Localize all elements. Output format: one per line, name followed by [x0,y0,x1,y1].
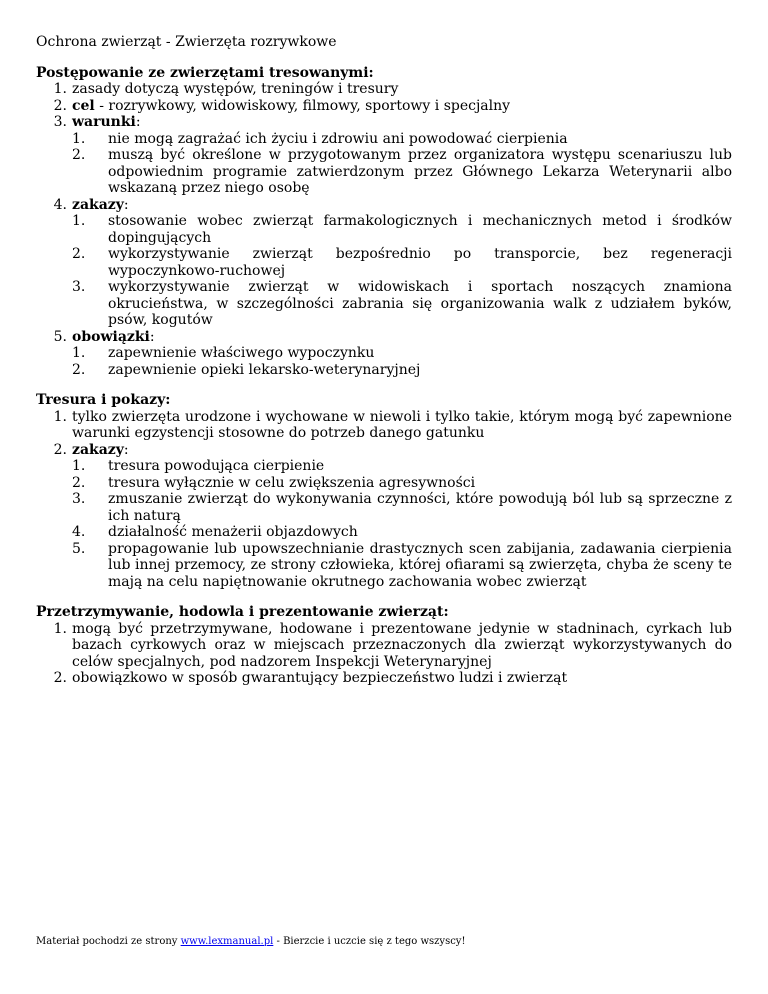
item-number: 4. [53,196,67,213]
item-body [103,362,732,379]
sub-list-item [72,362,732,379]
item-body [103,345,732,362]
item-keyword: cel [72,97,95,114]
item-body [103,541,732,591]
sub-list [72,213,732,329]
item-number: 3. [72,491,86,507]
item-body [103,147,732,197]
list-item [36,114,732,197]
item-text: propagowanie lub upowszechnianie drastycznych scen zabijania, zadawania cierpienia lub innej przemocy, ze strony człowieka, której ofiarami są zwierzęta, chyba że sceny te mają na celu napiętnowanie okrutnego zachowania wobec zwierząt [108,540,732,590]
item-text: wykorzystywanie zwierząt w widowiskach i sportach noszących znamiona okrucieństwa, w szczególności zabrania się organizowania walk z udziałem byków, psów, kogutów [108,279,732,328]
section [36,65,732,379]
item-text: tylko zwierzęta urodzone i wychowane w niewoli i tylko takie, którym mogą być zapewnione warunki egzystencji stosowne do potrzeb danego gatunku [72,408,732,441]
item-text: tresura wyłącznie w celu zwiększenia agresywności [108,474,476,491]
sub-list-item [72,491,732,524]
item-text: nie mogą zagrażać ich życiu i zdrowiu ani powodować cierpienia [108,130,568,147]
sub-list [72,345,732,378]
item-text: wykorzystywanie zwierząt bezpośrednio po transporcie, bez regeneracji wypoczynkowo-ruchowej [108,246,732,279]
item-text: : [149,328,155,345]
item-number: 2. [72,361,86,378]
item-body [67,81,732,98]
item-body [103,524,732,541]
item-body [103,475,732,492]
section [36,604,732,687]
sub-list-item [72,475,732,492]
item-body [67,197,732,329]
item-number: 3. [53,114,67,130]
item-number: 5. [53,328,67,345]
sub-list [72,131,732,197]
footer-prefix: Materiał pochodzi ze strony [36,936,181,947]
list-item [36,442,732,591]
item-text: mogą być przetrzymywane, hodowane i prezentowane jedynie w stadninach, cyrkach lub bazach cyrkowych oraz w miejscach przeznaczonych dla zwierząt wykorzystywanych do celów specjalnych, pod nadzorem Inspekcji Weterynaryjnej [72,620,732,670]
item-number: 1. [53,408,67,425]
item-number: 2. [53,670,67,686]
item-number: 1. [72,130,86,147]
sub-list-item [72,458,732,475]
item-text: - rozrywkowy, widowiskowy, filmowy, sportowy i specjalny [94,97,511,114]
sub-list-item [72,345,732,362]
sub-list-item [72,541,732,591]
item-text: działalność menażerii objazdowych [108,524,358,540]
item-text: zmuszanie zwierząt do wykonywania czynności, które powodują ból lub są sprzeczne z ich naturą [108,491,732,524]
item-body [103,213,732,246]
footer-suffix: - Bierzcie i uczcie się z tego wszyscy! [273,936,466,947]
item-number: 2. [72,246,86,262]
item-number: 1. [53,620,67,637]
sub-list-item [72,213,732,246]
item-body [67,409,732,442]
item-text: : [123,441,129,458]
item-keyword: warunki [72,114,136,130]
numbered-list [36,621,732,687]
list-item [36,329,732,379]
item-text: : [135,114,141,130]
item-number: 1. [72,345,86,361]
item-number: 2. [72,147,86,163]
list-item [36,409,732,442]
item-body [103,131,732,148]
sub-list [72,458,732,590]
section [36,392,732,590]
item-number: 1. [53,81,67,97]
item-body [67,621,732,671]
item-number: 5. [72,540,86,557]
item-number: 2. [53,441,67,458]
item-keyword: obowiązki [72,328,150,345]
item-text: tresura powodująca cierpienie [108,458,325,474]
sub-list-item [72,246,732,279]
item-body [67,442,732,591]
sub-list-item [72,279,732,329]
document-title: Ochrona zwierząt - Zwierzęta rozrywkowe [36,34,337,50]
item-text: zapewnienie opieki lekarsko-weterynaryjnej [108,361,421,378]
item-keyword: zakazy [72,196,124,213]
numbered-list [36,81,732,378]
item-text: zasady dotyczą występów, treningów i tresury [72,81,399,97]
item-body [67,114,732,197]
sub-list-item [72,131,732,148]
section-heading: Przetrzymywanie, hodowla i prezentowanie zwierząt: [36,604,449,620]
list-item [36,197,732,329]
item-text: muszą być określone w przygotowanym przez organizatora występu scenariuszu lub odpowiednim programie zatwierdzonym przez Głównego Lekarza Weterynarii albo wskazaną przez niego osobę [108,147,732,196]
item-text: stosowanie wobec zwierząt farmakologicznych i mechanicznych metod i środków dopingujących [108,213,732,246]
sections-container [36,65,732,687]
item-number: 1. [72,458,86,474]
sub-list-item [72,524,732,541]
item-number: 1. [72,213,86,229]
list-item [36,98,732,115]
numbered-list [36,409,732,591]
item-number: 2. [72,474,86,491]
item-body [103,279,732,329]
item-number: 3. [72,279,86,295]
footer-link[interactable]: www.lexmanual.pl [180,936,274,947]
list-item [36,621,732,671]
sub-list-item [72,147,732,197]
document-page [36,34,732,701]
item-body [103,458,732,475]
footer [36,936,465,948]
item-body [103,491,732,524]
list-item [36,81,732,98]
item-text: : [123,196,129,213]
list-item [36,670,732,687]
item-body [103,246,732,279]
item-body [67,670,732,687]
item-number: 2. [53,97,67,114]
item-body [67,329,732,379]
item-text: zapewnienie właściwego wypoczynku [108,345,375,361]
item-text: obowiązkowo w sposób gwarantujący bezpieczeństwo ludzi i zwierząt [72,670,568,686]
item-number: 4. [72,524,86,540]
item-body [67,98,732,115]
section-heading: Tresura i pokazy: [36,392,171,408]
section-heading: Postępowanie ze zwierzętami tresowanymi: [36,64,374,81]
item-keyword: zakazy [72,441,124,458]
